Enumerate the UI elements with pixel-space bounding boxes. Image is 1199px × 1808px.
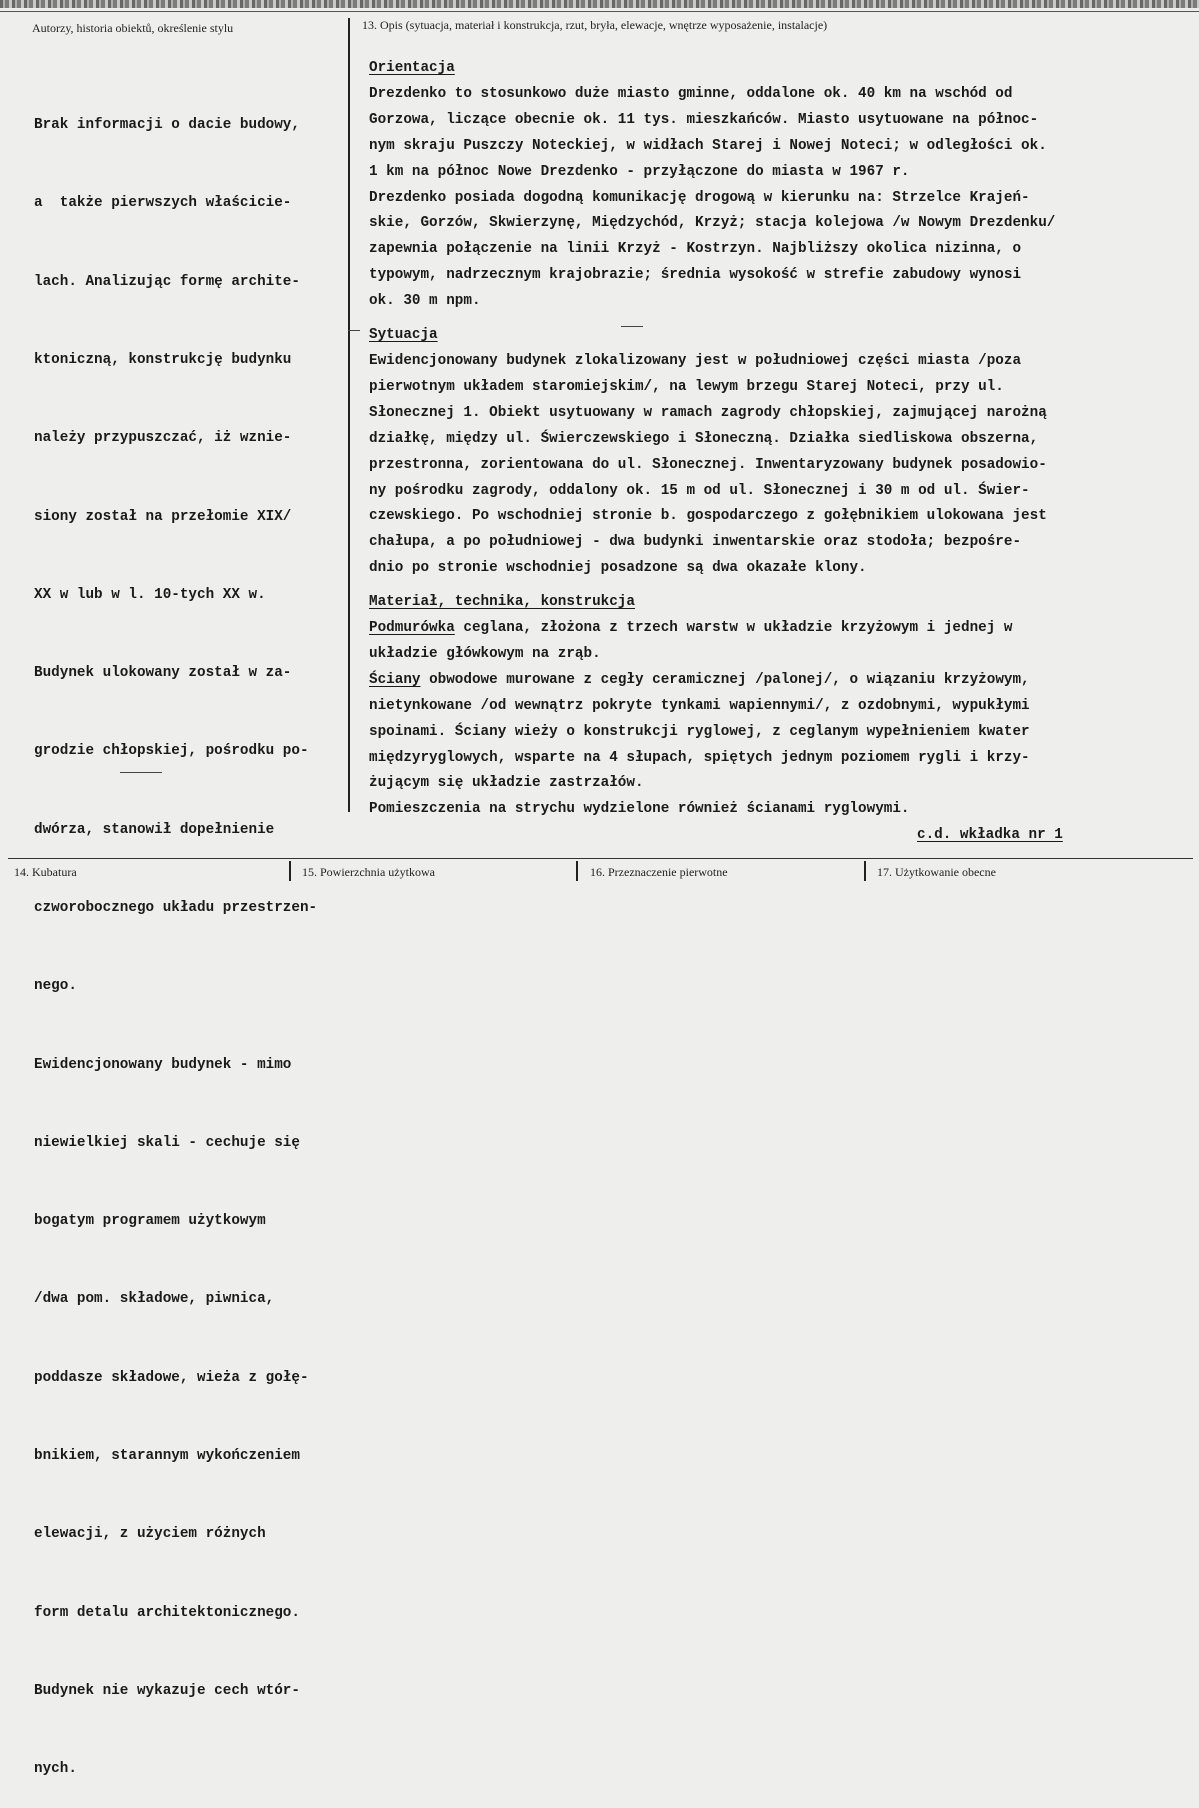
orientacja-line: 1 km na północ Nowe Drezdenko - przyłączone do miasta w 1967 r.: [369, 163, 910, 180]
sciany-line: nietynkowane /od wewnątrz pokryte tynkami wapiennymi/, z ozdobnymi, wypukłymi: [369, 697, 1030, 714]
divider-tick: [348, 330, 360, 331]
footer-cell-kubatura: 14. Kubatura: [14, 865, 77, 879]
left-line: lach. Analizując formę archite-: [34, 273, 300, 290]
header-rule: [0, 11, 1199, 12]
footer-rule: [8, 858, 1193, 859]
left-line: niewielkiej skali - cechuje się: [34, 1134, 300, 1151]
footer-cell-uzytkowanie: 17. Użytkowanie obecne: [877, 865, 996, 879]
left-line: czworobocznego układu przestrzen-: [34, 900, 318, 916]
sytuacja-line: chałupa, a po południowej - dwa budynki inwentarskie oraz stodoła; bezpośre-: [369, 534, 1022, 551]
left-line: dwórza, stanowił dopełnienie: [34, 821, 275, 838]
left-line: poddasze składowe, wieża z gołę-: [34, 1369, 309, 1386]
left-line: nych.: [34, 1761, 77, 1778]
material-heading: Materiał, technika, konstrukcja: [369, 594, 635, 611]
footer-separator: [576, 861, 578, 881]
left-line: Brak informacji o dacie budowy,: [34, 117, 300, 134]
left-line: ktoniczną, konstrukcję budynku: [34, 352, 292, 369]
left-line: należy przypuszczać, iż wznie-: [34, 430, 292, 447]
left-line: bogatym programem użytkowym: [34, 1213, 266, 1230]
orientacja-line: typowym, nadrzecznym krajobrazie; średnia wysokość w strefie zabudowy wynosi: [369, 267, 1022, 284]
podmurowka-line: układzie główkowym na zrąb.: [369, 645, 601, 662]
orientacja-line: Drezdenko posiada dogodną komunikację drogową w kierunku na: Strzelce Krajeń-: [369, 189, 1030, 206]
orientacja-line: ok. 30 m npm.: [369, 293, 481, 310]
left-line: nego.: [34, 978, 77, 995]
podmurowka-label: Podmurówka: [369, 620, 455, 637]
left-line: bnikiem, starannym wykończeniem: [34, 1447, 300, 1464]
footer-cell-powierzchnia: 15. Powierzchnia użytkowa: [302, 865, 435, 879]
podmurowka-text: ceglana, złożona z trzech warstw w układzie krzyżowym i jednej w: [454, 620, 1013, 637]
sytuacja-line: działkę, między ul. Świerczewskiego i Słoneczną. Działka siedliskowa obszerna,: [369, 430, 1039, 447]
scan-top-edge: [0, 0, 1199, 8]
continuation-note: c.d. wkładka nr 1: [917, 827, 1063, 844]
left-line: siony został na przełomie XIX/: [34, 508, 292, 525]
sytuacja-line: pierwotnym układem staromiejskim/, na lewym brzegu Starej Noteci, przy ul.: [369, 378, 1004, 395]
left-line: a także pierwszych właścicie-: [34, 195, 292, 212]
orientacja-line: skie, Gorzów, Skwierzynę, Międzychód, Krzyż; stacja kolejowa /w Nowym Drezdenku/: [369, 215, 1056, 232]
footer-separator: [289, 861, 291, 881]
sytuacja-line: ny pośrodku zagrody, oddalony ok. 15 m od ul. Słonecznej i 30 m od ul. Świer-: [369, 482, 1030, 499]
left-line: Budynek nie wykazuje cech wtór-: [34, 1682, 300, 1699]
left-line: /dwa pom. składowe, piwnica,: [34, 1291, 275, 1308]
left-line: Budynek ulokowany został w za-: [34, 665, 292, 682]
sytuacja-line: dnio po stronie wschodniej posadzone są dwa okazałe klony.: [369, 560, 867, 577]
sciany-line: międzyryglowych, wsparte na 4 słupach, spiętych jednym poziomem rygli i krzy-: [369, 749, 1030, 766]
footer-separator: [864, 861, 866, 881]
left-column-text: [34, 60, 346, 1808]
sciany-line: żującym się układzie zastrzałów.: [369, 775, 644, 792]
left-line: XX w lub w l. 10-tych XX w.: [34, 586, 266, 603]
sytuacja-line: czewskiego. Po wschodniej stronie b. gospodarczego z gołębnikiem ulokowana jest: [369, 508, 1047, 525]
orientacja-line: Drezdenko to stosunkowo duże miasto gminne, oddalone ok. 40 km na wschód od: [369, 85, 1013, 102]
sciany-label: Ściany: [369, 671, 421, 688]
sytuacja-line: Ewidencjonowany budynek zlokalizowany jest w południowej części miasta /poza: [369, 352, 1022, 369]
sytuacja-line: przestronna, zorientowana do ul. Słonecznej. Inwentaryzowany budynek posadowio-: [369, 456, 1047, 473]
orientacja-line: nym skraju Puszczy Noteckiej, w widłach Starej i Nowej Noteci; w odległości ok.: [369, 137, 1047, 154]
left-line: Ewidencjonowany budynek - mimo: [34, 1056, 292, 1073]
right-column-title: 13. Opis (sytuacja, materiał i konstrukcja, rzut, bryła, elewacje, wnętrze wyposażenie, instalacje): [362, 18, 828, 32]
column-divider: [348, 18, 350, 812]
orientacja-line: Gorzowa, liczące obecnie ok. 11 tys. mieszkańców. Miasto usytuowane na północ-: [369, 111, 1039, 128]
footer-cell-przeznaczenie: 16. Przeznaczenie pierwotne: [590, 865, 728, 879]
left-column-title: Autorzy, historia obiektů, określenie stylu: [32, 21, 234, 35]
left-line: elewacji, z użyciem różnych: [34, 1526, 266, 1543]
sytuacja-heading: Sytuacja: [369, 327, 438, 344]
right-column-text: [369, 56, 1199, 849]
sciany-line: Pomieszczenia na strychu wydzielone również ścianami ryglowymi.: [369, 801, 910, 818]
sytuacja-line: Słonecznej 1. Obiekt usytuowany w ramach zagrody chłopskiej, zajmującej narożną: [369, 404, 1047, 421]
sciany-text: obwodowe murowane z cegły ceramicznej /palonej/, o wiązaniu krzyżowym,: [420, 671, 1030, 688]
orientacja-heading: Orientacja: [369, 60, 455, 76]
sciany-line: spoinami. Ściany wieży o konstrukcji ryglowej, z ceglanym wypełnieniem kwater: [369, 723, 1030, 740]
left-line: form detalu architektonicznego.: [34, 1604, 300, 1621]
orientacja-line: zapewnia połączenie na linii Krzyż - Kostrzyn. Najbliższy okolica nizinna, o: [369, 241, 1022, 258]
left-line: grodzie chłopskiej, pośrodku po-: [34, 743, 309, 760]
